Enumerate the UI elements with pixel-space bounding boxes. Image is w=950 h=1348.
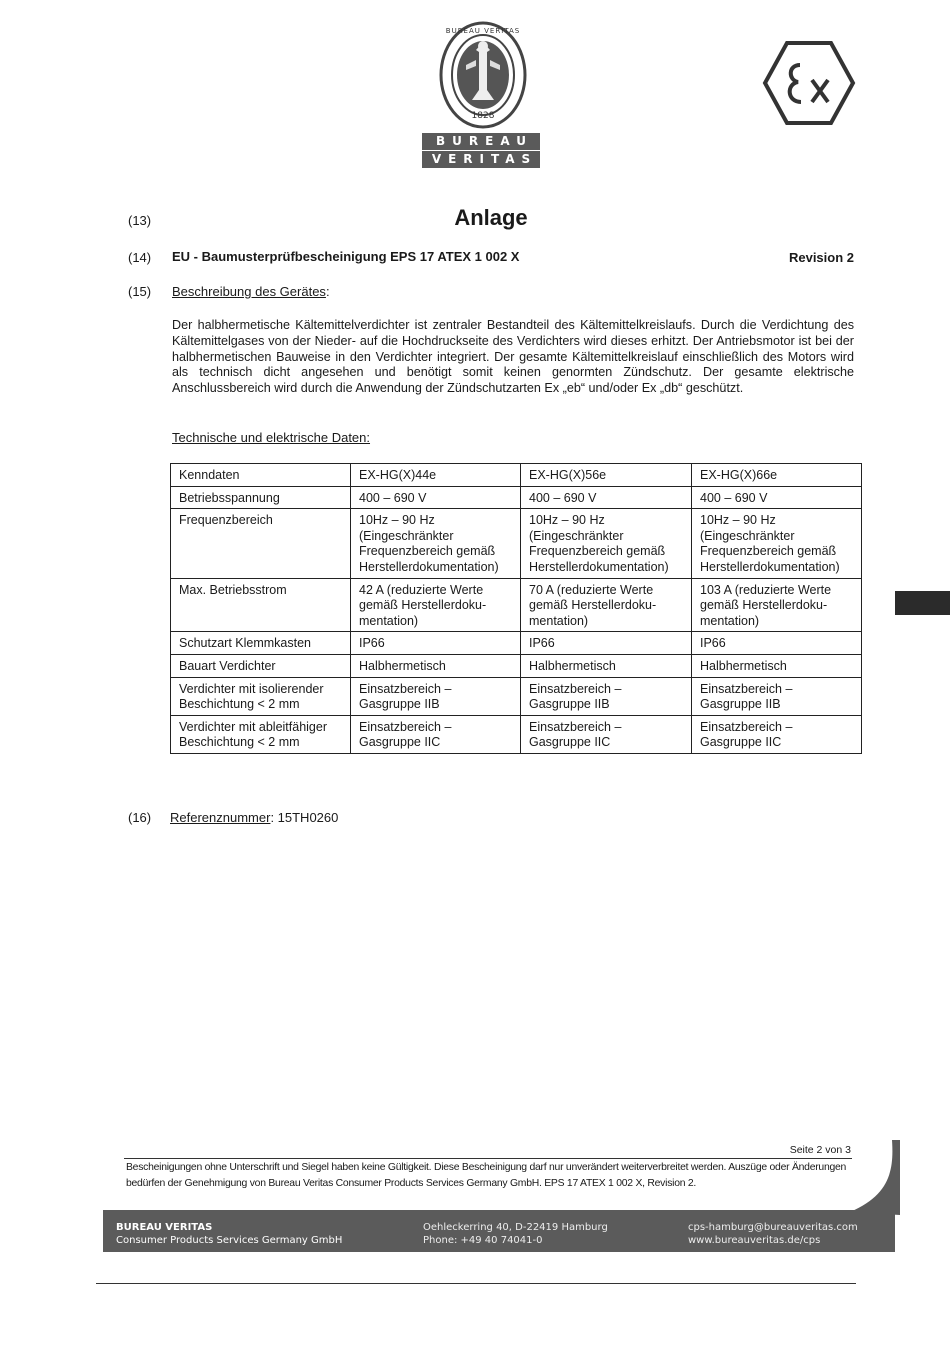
bureau-veritas-seal-logo xyxy=(438,20,528,130)
table-cell: IP66 xyxy=(692,632,862,655)
ex-hexagon-icon xyxy=(762,40,856,126)
footer-phone: Phone: +49 40 74041-0 xyxy=(423,1234,543,1246)
table-row xyxy=(171,715,862,753)
reference-number-label: Referenznummer xyxy=(170,810,271,825)
section-number-15: (15) xyxy=(128,284,152,299)
table-cell: Einsatzbereich – Gasgruppe IIC xyxy=(351,715,521,753)
table-row-label: Kenndaten xyxy=(171,464,351,487)
table-cell: Halbhermetisch xyxy=(351,654,521,677)
section-number-14: (14) xyxy=(128,250,152,265)
table-row xyxy=(171,632,862,655)
svg-text:BUREAU VERITAS: BUREAU VERITAS xyxy=(445,27,521,35)
certificate-reference: EU - Baumusterprüfbescheinigung EPS 17 ATEX 1 002 X xyxy=(172,249,520,264)
description-paragraph: Der halbhermetische Kältemittelverdichter ist zentraler Bestandteil des Kältemittelkreislaufs. Durch die Verdichtung des Kältemittelgases von der Nieder- auf die Hochdruckseite des Verdichters wird dieses erhitzt. Der Antriebsmotor ist bei der halbhermetischen Bauweise in den Verdichter integriert. Der gesamte Kältemittelkreislauf einschließlich des Motors wird als technisch dicht angesehen und benötigt somit keinen genormten Zündschutz. Der gesamte elektrische Anschlussbereich wird durch die Anwendung der Zündschutzarten Ex „eb“ und/oder Ex „db“ geschützt. xyxy=(172,318,854,396)
table-cell: 42 A (reduzierte Werte gemäß Herstellerdoku-mentation) xyxy=(351,578,521,632)
table-row-label: Betriebsspannung xyxy=(171,486,351,509)
table-cell: Einsatzbereich – Gasgruppe IIB xyxy=(351,677,521,715)
description-heading-colon: : xyxy=(325,284,330,299)
table-cell: 103 A (reduzierte Werte gemäß Herstellerdoku-mentation) xyxy=(692,578,862,632)
table-header-row xyxy=(171,464,862,487)
description-heading xyxy=(172,284,330,299)
footer-street: Oehleckerring 40, D-22419 Hamburg xyxy=(423,1222,608,1233)
table-cell: 400 – 690 V xyxy=(692,486,862,509)
table-row xyxy=(171,578,862,632)
reference-number xyxy=(170,810,338,825)
technical-data-heading: Technische und elektrische Daten: xyxy=(172,430,371,445)
table-cell: 70 A (reduzierte Werte gemäß Herstellerdoku-mentation) xyxy=(521,578,692,632)
table-row-label: Schutzart Klemmkasten xyxy=(171,632,351,655)
logo-wordmark-veritas: VERITAS xyxy=(422,151,540,168)
description-heading-text: Beschreibung des Gerätes xyxy=(172,284,326,299)
table-cell: 400 – 690 V xyxy=(351,486,521,509)
table-row-label: Bauart Verdichter xyxy=(171,654,351,677)
footer-company xyxy=(116,1222,342,1247)
section-number-16: (16) xyxy=(128,810,152,825)
section-number-13: (13) xyxy=(128,213,152,228)
table-row-label: Max. Betriebsstrom xyxy=(171,578,351,632)
table-cell: 10Hz – 90 Hz (Eingeschränkter Frequenzbereich gemäß Herstellerdokumentation) xyxy=(692,509,862,578)
footer-address xyxy=(423,1222,608,1247)
footer-email-link[interactable]: cps-hamburg@bureauveritas.com xyxy=(688,1222,858,1233)
table-row-label: Verdichter mit ableitfähiger Beschichtung < 2 mm xyxy=(171,715,351,753)
page-title: Anlage xyxy=(454,205,528,230)
table-row xyxy=(171,654,862,677)
footer-contact xyxy=(688,1222,858,1247)
footer-company-subtitle: Consumer Products Services Germany GmbH xyxy=(116,1234,343,1246)
footer-swoosh-decoration xyxy=(850,1140,900,1215)
table-cell: 400 – 690 V xyxy=(521,486,692,509)
table-row-label: Verdichter mit isolierender Beschichtung < 2 mm xyxy=(171,677,351,715)
table-cell: EX-HG(X)56e xyxy=(521,464,692,487)
table-cell: 10Hz – 90 Hz (Eingeschränkter Frequenzbereich gemäß Herstellerdokumentation) xyxy=(351,509,521,578)
logo-wordmark-bureau: BUREAU xyxy=(422,133,540,150)
footer-legal-notice: Bescheinigungen ohne Unterschrift und Siegel haben keine Gültigkeit. Diese Bescheinigung darf nur unverändert weiterverbreitet werden. Auszüge oder Änderungen bedürfen der Genehmigung von Bureau Veritas Consumer Products Services Germany GmbH. EPS 17 ATEX 1 002 X, Revision 2. xyxy=(126,1162,847,1189)
table-cell: 10Hz – 90 Hz (Eingeschränkter Frequenzbereich gemäß Herstellerdokumentation) xyxy=(521,509,692,578)
svg-text:1828: 1828 xyxy=(471,111,495,121)
revision-label: Revision 2 xyxy=(788,250,854,265)
table-cell: Einsatzbereich – Gasgruppe IIC xyxy=(692,715,862,753)
table-cell: Einsatzbereich – Gasgruppe IIC xyxy=(521,715,692,753)
table-row xyxy=(171,677,862,715)
table-cell: Einsatzbereich – Gasgruppe IIB xyxy=(692,677,862,715)
footer-company-name: BUREAU VERITAS xyxy=(116,1222,213,1233)
footer-website-link[interactable]: www.bureauveritas.de/cps xyxy=(688,1234,821,1246)
table-cell: IP66 xyxy=(521,632,692,655)
technical-data-table xyxy=(170,463,862,754)
table-row-label: Frequenzbereich xyxy=(171,509,351,578)
reference-number-value: : 15TH0260 xyxy=(270,810,339,825)
table-cell: Einsatzbereich – Gasgruppe IIB xyxy=(521,677,692,715)
page-edge-marker xyxy=(895,591,950,615)
table-cell: Halbhermetisch xyxy=(692,654,862,677)
table-cell: Halbhermetisch xyxy=(521,654,692,677)
bottom-divider xyxy=(96,1283,856,1284)
table-cell: EX-HG(X)44e xyxy=(351,464,521,487)
page-number: Seite 2 von 3 xyxy=(789,1144,851,1156)
footer-divider xyxy=(124,1158,852,1159)
table-cell: EX-HG(X)66e xyxy=(692,464,862,487)
table-row xyxy=(171,486,862,509)
table-row xyxy=(171,509,862,578)
footer-band xyxy=(103,1210,895,1252)
table-cell: IP66 xyxy=(351,632,521,655)
